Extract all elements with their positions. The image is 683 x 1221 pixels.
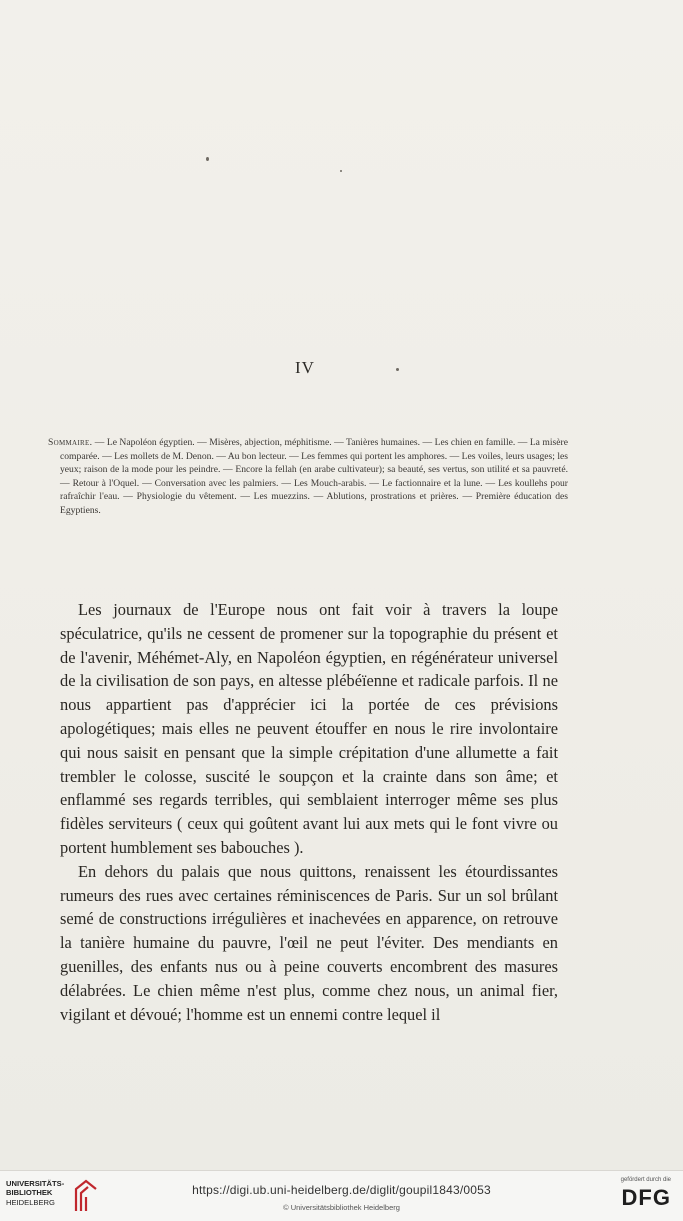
viewer-footer (0, 1170, 683, 1221)
library-name-line2: BIBLIOTHEK (6, 1188, 53, 1198)
funding-note: gefördert durch die (620, 1177, 671, 1183)
body-text (60, 598, 558, 1026)
chapter-summary (48, 436, 568, 518)
paragraph-2: En dehors du palais que nous quittons, renaissent les étourdissantes rumeurs des rues avec certaines réminiscences de Paris. Sur un sol brûlant semé de constructions irrégulières et inachevées en apparence, on retrouve la tanière humaine du pauvre, l'œil ne peut l'éviter. Des mendiants en guenilles, des enfants nus ou à peine couverts encombrent des masures délabrées. Le chien même n'est plus, comme chez nous, un animal fier, vigilant et dévoué; l'homme est un ennemi contre lequel il (60, 861, 558, 1024)
summary-lead: Sommaire. (48, 437, 93, 448)
library-name-line3: HEIDELBERG (6, 1197, 55, 1207)
summary-text: — Le Napoléon égyptien. — Misères, abjection, méphitisme. — Tanières humaines. — Les chien en famille. — La misère comparée. — Les mollets de M. Denon. — Au bon lecteur. — Les femmes qui portent les amphores. — Les voiles, leurs usages; les yeux; raison de la mode pour les peindre. — Encore la fellah (en arabe cultivateur); sa beauté, ses vertus, son utilité et sa pauvreté. — Retour à l'Oquel. — Conversation avec les palmiers. — Les Mouch-arabis. — Le factionnaire et la lune. — Les koullehs pour rafraîchir l'eau. — Physiologie du vêtement. — Les muezzins. — Ablutions, prostrations et prières. — Première éducation des Egyptiens. (60, 437, 568, 516)
library-name-line1: UNIVERSITÄTS- (6, 1179, 65, 1188)
chapter-numeral: IV (295, 358, 315, 377)
dfg-logo[interactable] (605, 1177, 671, 1211)
ink-speck (340, 170, 342, 172)
permalink-url[interactable]: https://digi.ub.uni-heidelberg.de/diglit/goupil1843/0053 (192, 1183, 491, 1197)
copyright-notice: © Universitätsbibliothek Heidelberg (283, 1203, 400, 1212)
ink-speck (206, 157, 209, 161)
paragraph-1: Les journaux de l'Europe nous ont fait voir à travers la loupe spéculatrice, qu'ils ne cessent de promener sur la topographie du présent et de l'avenir, Méhémet-Aly, en Napoléon égyptien, en régénérateur universel de la civilisation de son pays, en altesse plébéïenne et radicale parfois. Il ne nous appartient pas d'apprécier ici la portée de ces prévisions apologétiques; mais elles ne peuvent étouffer en nous le rire involontaire qui nous saisit en pensant que la simple crépitation d'une allumette a fait trembler le colosse, suscité le soupçon et la crainte dans son âme; et enflammé ses regards terribles, qui semblaient interroger même ses plus fidèles serviteurs ( ceux qui goûtent avant lui aux mets qui le font vivre ou portent humblement ses babouches ). (60, 600, 558, 857)
funder-name: DFG (621, 1185, 671, 1210)
